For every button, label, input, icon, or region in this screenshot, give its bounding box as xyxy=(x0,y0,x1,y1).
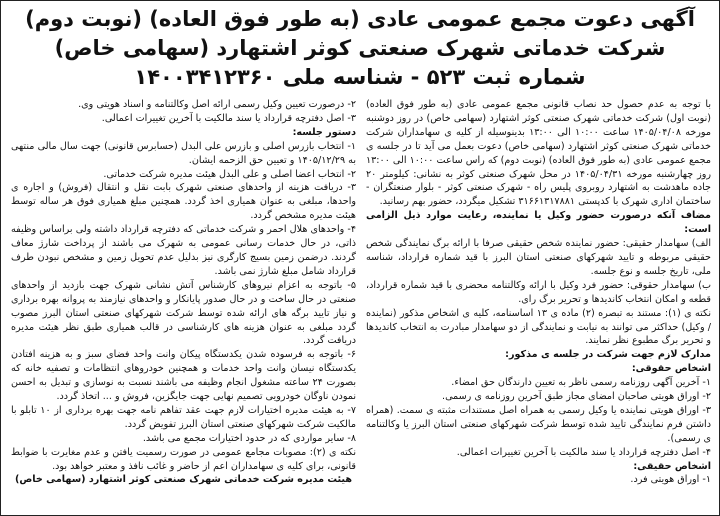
agenda-item-1: ۱- انتخاب بازرس اصلی و بازرس علی البدل (حسابرس قانونی) جهت سال مالی منتهی به ۱۴۰۵/۱۲/۲۹ و تعیین حق الزحمه ایشان. xyxy=(11,140,356,166)
agenda-item-5: ۵- باتوجه به اعزام نیروهای کارشناس آتش نشانی شهرک جهت بازدید از واحدهای صنعتی در حال ساخت و در حال صدور پایانکار و واحدهای نیازمند به پروانه بهره برداری و نیاز تایید برگه های ارائه شده توسط شرکت شهرکهای صنعتی استان البرز مصوب گردد مبلغی به عنوان هزینه های کارشناسی در قالب همیاری طبق نظر هیئت مدیره دریافت گردد. xyxy=(11,279,356,347)
agenda-heading: دستور جلسه: xyxy=(292,126,356,138)
legal-doc-1: ۱- آخرین آگهی روزنامه رسمی ناظر به تعیین دارندگان حق امضاء. xyxy=(451,377,711,389)
legal-doc-4: ۴- اصل دفترچه قرارداد یا سند مالکیت با آخرین تغییرات اعمالی. xyxy=(456,446,711,458)
agenda-item-4: ۴- واحدهای هلال احمر و شرکت خدماتی که دفترچه قرارداد داشته ولی براساس وظیفه ذاتی، در حال خدمات رسانی عمومی به شهرک می باشند از پرداخت شارژ معاف گردند. درضمن زمین بسیج کارگری نیز بدلیل عدم تحویل زمین و مشخص نبودن طرف قرارداد شامل مبلغ شارژ نمی باشد. xyxy=(11,224,356,277)
right-column xyxy=(366,98,711,492)
agenda-item-7: ۷- به هیئت مدیره اختیارات لازم جهت عقد تفاهم نامه جهت بهره برداری از ۱۰ تابلو با مالکیت شرکت شهرکهای صنعتی استان البرز تفویض گردد. xyxy=(11,404,356,430)
notice-header xyxy=(9,5,711,92)
legal-persons-heading: اشخاص حقوقی: xyxy=(631,363,711,375)
required-documents-heading: مدارک لازم جهت شرکت در جلسه ی مذکور: xyxy=(505,349,711,361)
natural-doc-3: ۳- اصل دفترچه قرارداد یا سند مالکیت با آخرین تغییرات اعمالی. xyxy=(101,112,356,124)
left-column xyxy=(11,98,356,492)
note-2: نکته ی (۲): مصوبات مجامع عمومی در صورت رسمیت یافتن و عدم مغایرت با ضوابط قانونی، برای کلیه ی سهامداران اعم از حاضر و غائب نافذ و معتبر خواهد بود. xyxy=(11,446,356,472)
board-signature: هیئت مدیره شرکت خدماتی شهرک صنعتی کوثر اشتهارد (سهامی خاص) xyxy=(14,474,353,486)
notice-body xyxy=(9,98,711,492)
registration-line: شماره ثبت ۵۲۳ - شناسه ملی ۱۴۰۰۳۴۱۲۳۶۰ xyxy=(134,65,586,89)
invitation-paragraph: با توجه به عدم حصول حد نصاب قانونی مجمع عمومی عادی (به طور فوق العاده) (نوبت اول) شرکت خدماتی شهرک صنعتی کوثر اشتهارد (سهامی خاص) در روز دوشنبه مورخه ۱۴۰۵/۰۴/۰۸ ساعت ۱۰:۰۰ الی ۱۳:۰۰ بدینوسیله از کلیه ی سهامداران شرکت خدماتی شهرک صنعتی کوثر اشتهارد (سهامی خاص) دعوت بعمل می آید تا در جلسه ی مجمع عمومی عادی (به طور فوق العاده) (نوبت دوم) که راس ساعت ۱۰:۰۰ الی ۱۳:۰۰ روز چهارشنبه مورخه ۱۴۰۵/۰۴/۳۱ در محل شهرک صنعتی کوثر به نشانی: کیلومتر ۲۰ جاده ماهدشت به اشتهارد روبروی پلیس راه - شهرک صنعتی کوثر - بلوار صنعتگران - ساختمان اداری شهرک با کدپستی ۳۱۶۶۱۳۱۷۸۸۱ تشکیل میگردد، حضور بهم رسانید. xyxy=(366,99,711,208)
agenda-item-3: ۳- دریافت هزینه از واحدهای صنعتی شهرک بابت نقل و انتقال (فروش) و اجاره ی واحدها، مبلغی به عنوان همیاری اخذ گردد. همچنین مبلغ همیاری فوق هر ساله توسط هیئت مدیره مشخص گردد. xyxy=(11,182,356,222)
agenda-item-8: ۸- سایر مواردی که در حدود اختیارات مجمع می باشد. xyxy=(142,432,356,444)
notice-title: آگهی دعوت مجمع عمومی عادی (به طور فوق العاده) (نوبت دوم) xyxy=(25,7,695,31)
agenda-item-2: ۲- انتخاب اعضا اصلی و علی البدل هیئت مدیره شرکت خدماتی. xyxy=(103,168,356,180)
natural-doc-1: ۱- اوراق هویتی فرد. xyxy=(630,474,711,486)
natural-shareholder-rule: الف) سهامدار حقیقی: حضور نماینده شخص حقیقی صرفا با ارائه برگ نمایندگی شخص حقیقی مربوطه و تایید شهرکهای صنعتی استان البرز با قید شماره قرارداد، شناسه ملی، تاریخ جلسه و نوع جلسه. xyxy=(366,238,711,277)
legal-shareholder-rule: ب) سهامدار حقوقی: حضور فرد وکیل با ارائه وکالتنامه محضری با قید شماره قرارداد، قطعه و امکان انتخاب کاندیدها و تحریر برگ رای. xyxy=(366,279,711,305)
legal-doc-2: ۲- اوراق هویتی صاحبان امضای مجاز طبق آخرین روزنامه ی رسمی. xyxy=(442,391,711,403)
requirements-intro: مضاف آنکه درصورت حضور وکیل یا نماینده، رعایت موارد ذیل الزامی است: xyxy=(366,210,711,236)
legal-doc-3: ۳- اوراق هویتی نماینده یا وکیل رسمی به همراه اصل مستندات مثبته ی سمت. (همراه داشتن فرم نمایندگی تایید شده توسط شرکت شهرکهای صنعتی استان البرز یا وکالتنامه ی رسمی). xyxy=(366,404,711,444)
note-1: نکته ی (۱): مستند به تبصره (۲) ماده ی ۱۳ اساسنامه، کلیه ی اشخاص مذکور (نماینده / وکیل) حداکثر می توانند به نیابت و نمایندگی از دو سهامدار مبادرت به انتخاب کاندیدها و تحریر برگ مطبوع نظر نمایند. xyxy=(366,307,711,347)
natural-doc-2: ۲- درصورت تعیین وکیل رسمی ارائه اصل وکالتنامه و اسناد هویتی وی. xyxy=(78,99,356,110)
company-name: شرکت خدماتی شهرک صنعتی کوثر اشتهارد (سهامی خاص) xyxy=(54,36,666,60)
agenda-item-6: ۶- باتوجه به فرسوده شدن یکدستگاه پیکان وانت واحد فضای سبز و به هزینه افتادن یکدستگاه نیسان وانت واحد خدمات و همچنین خودروهای انتظامات و تصفیه خانه که بصورت ۲۴ ساعته مشغول انجام وظیفه می باشند نسبت به نوسازی و تبدیل به احسن نمودن ناوگان خودرویی تصمیم نهایی جهت جایگزین، فروش و ... اتخاذ گردد. xyxy=(11,349,356,403)
natural-persons-heading: اشخاص حقیقی: xyxy=(633,460,711,472)
